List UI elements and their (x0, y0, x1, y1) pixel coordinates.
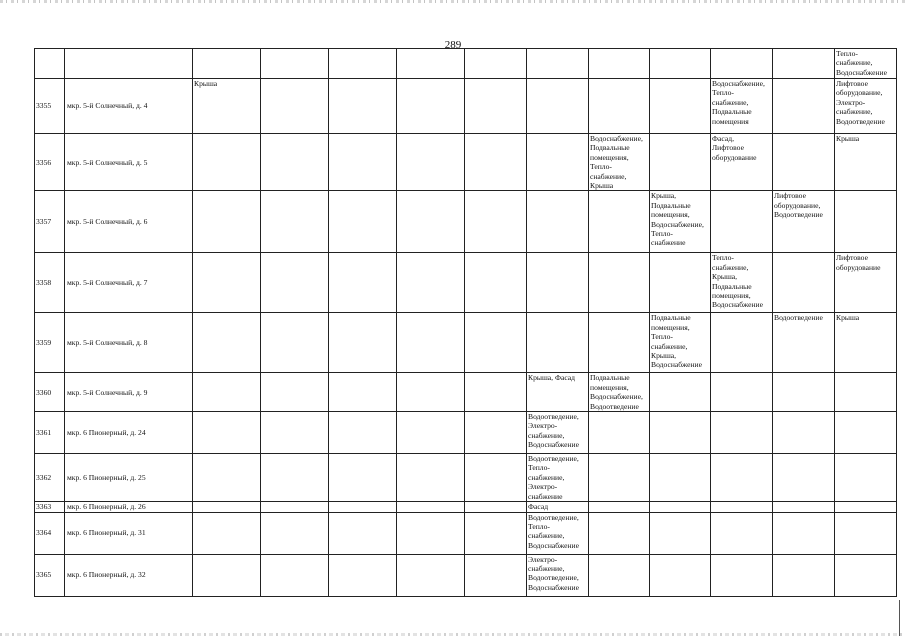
work-type-cell (465, 373, 527, 412)
row-number: 3355 (35, 79, 65, 134)
work-type-cell (193, 313, 261, 373)
work-type-cell (329, 49, 397, 79)
work-type-cell (193, 454, 261, 502)
work-type-cell (261, 373, 329, 412)
scan-artifact-top (0, 0, 905, 3)
work-type-cell: Тепло- снабжение, Водоснабжение (835, 49, 897, 79)
work-type-cell (711, 502, 773, 512)
work-type-cell (329, 454, 397, 502)
work-type-cell (835, 454, 897, 502)
work-type-cell (650, 412, 711, 454)
work-type-cell (329, 253, 397, 313)
work-type-cell (773, 412, 835, 454)
work-type-cell (465, 191, 527, 253)
work-type-cell (465, 512, 527, 554)
work-type-cell (329, 373, 397, 412)
work-type-cell (650, 373, 711, 412)
work-type-cell (773, 373, 835, 412)
work-type-cell (527, 191, 589, 253)
work-type-cell (835, 502, 897, 512)
work-type-cell: Крыша (835, 134, 897, 191)
row-number: 3359 (35, 313, 65, 373)
work-type-cell: Водоотведение, Тепло- снабжение, Электро- снабжение (527, 454, 589, 502)
work-type-cell (465, 253, 527, 313)
work-type-cell (261, 454, 329, 502)
row-number: 3365 (35, 554, 65, 596)
work-type-cell (835, 512, 897, 554)
work-type-cell (527, 253, 589, 313)
building-address: мкр. 5-й Солнечный, д. 6 (65, 191, 193, 253)
building-address: мкр. 5-й Солнечный, д. 9 (65, 373, 193, 412)
work-type-cell (329, 502, 397, 512)
work-type-cell: Водоснабжение, Тепло- снабжение, Подвальные помещения (711, 79, 773, 134)
building-address: мкр. 5-й Солнечный, д. 4 (65, 79, 193, 134)
work-type-cell (711, 373, 773, 412)
building-address: мкр. 6 Пионерный, д. 25 (65, 454, 193, 502)
row-number: 3356 (35, 134, 65, 191)
work-type-cell (711, 454, 773, 502)
work-type-cell: Лифтовое оборудование (835, 253, 897, 313)
row-number: 3358 (35, 253, 65, 313)
scan-edge-line (899, 600, 900, 636)
work-type-cell (261, 502, 329, 512)
work-type-cell: Крыша, Фасад (527, 373, 589, 412)
work-type-cell: Крыша, Подвальные помещения, Водоснабжение, Тепло- снабжение (650, 191, 711, 253)
work-type-cell: Фасад, Лифтовое оборудование (711, 134, 773, 191)
work-type-cell: Подвальные помещения, Водоснабжение, Водоотведение (589, 373, 650, 412)
work-type-cell (465, 502, 527, 512)
work-type-cell (527, 313, 589, 373)
work-type-cell (650, 554, 711, 596)
table-row (35, 512, 897, 554)
work-type-cell: Лифтовое оборудование, Электро- снабжение, Водоотведение (835, 79, 897, 134)
work-type-cell (465, 454, 527, 502)
work-type-cell (773, 79, 835, 134)
work-type-cell: Водоотведение, Электро- снабжение, Водоснабжение (527, 412, 589, 454)
work-type-cell (773, 512, 835, 554)
building-address: мкр. 5-й Солнечный, д. 7 (65, 253, 193, 313)
work-type-cell (589, 454, 650, 502)
work-type-cell (650, 134, 711, 191)
row-number: 3364 (35, 512, 65, 554)
work-type-cell (397, 79, 465, 134)
work-type-cell: Водоотведение (773, 313, 835, 373)
work-type-cell (589, 253, 650, 313)
work-type-cell (465, 313, 527, 373)
work-type-cell: Фасад (527, 502, 589, 512)
work-type-cell: Крыша (193, 79, 261, 134)
work-type-cell (589, 554, 650, 596)
work-type-cell (650, 512, 711, 554)
work-type-cell (193, 412, 261, 454)
work-type-cell (397, 49, 465, 79)
work-type-cell (650, 253, 711, 313)
building-address: мкр. 6 Пионерный, д. 26 (65, 502, 193, 512)
work-type-cell: Тепло- снабжение, Крыша, Подвальные помещения, Водоснабжение (711, 253, 773, 313)
work-type-cell (397, 502, 465, 512)
work-type-cell (465, 134, 527, 191)
work-type-cell (397, 373, 465, 412)
table-row (35, 49, 897, 79)
building-address: мкр. 6 Пионерный, д. 31 (65, 512, 193, 554)
row-number (35, 49, 65, 79)
row-number: 3357 (35, 191, 65, 253)
work-type-cell (589, 412, 650, 454)
work-type-cell (773, 49, 835, 79)
table-row (35, 253, 897, 313)
table-row (35, 554, 897, 596)
work-type-cell (711, 49, 773, 79)
work-type-cell (773, 502, 835, 512)
work-type-cell: Электро- снабжение, Водоотведение, Водоснабжение (527, 554, 589, 596)
building-address: мкр. 6 Пионерный, д. 24 (65, 412, 193, 454)
work-type-cell (465, 554, 527, 596)
work-type-cell: Подвальные помещения, Тепло- снабжение, Крыша, Водоснабжение (650, 313, 711, 373)
work-type-cell (397, 554, 465, 596)
work-type-cell (261, 253, 329, 313)
work-type-cell (193, 373, 261, 412)
work-type-cell (773, 134, 835, 191)
building-address: мкр. 6 Пионерный, д. 32 (65, 554, 193, 596)
work-type-cell (193, 512, 261, 554)
repair-schedule-table (34, 48, 897, 597)
work-type-cell (589, 502, 650, 512)
work-type-cell (329, 512, 397, 554)
row-number: 3363 (35, 502, 65, 512)
table-body (35, 49, 897, 597)
table-row (35, 373, 897, 412)
table-row (35, 454, 897, 502)
work-type-cell (711, 313, 773, 373)
work-type-cell: Водоотведение, Тепло- снабжение, Водоснабжение (527, 512, 589, 554)
work-type-cell (193, 253, 261, 313)
work-type-cell (650, 79, 711, 134)
work-type-cell (261, 191, 329, 253)
table-row (35, 79, 897, 134)
work-type-cell (193, 191, 261, 253)
work-type-cell (835, 373, 897, 412)
work-type-cell (650, 454, 711, 502)
building-address (65, 49, 193, 79)
work-type-cell (650, 49, 711, 79)
work-type-cell (773, 253, 835, 313)
work-type-cell (329, 191, 397, 253)
work-type-cell (589, 191, 650, 253)
scan-artifact-bottom (0, 633, 905, 636)
table-row (35, 313, 897, 373)
work-type-cell (261, 512, 329, 554)
work-type-cell (465, 49, 527, 79)
row-number: 3361 (35, 412, 65, 454)
row-number: 3362 (35, 454, 65, 502)
table-row (35, 412, 897, 454)
work-type-cell (397, 313, 465, 373)
work-type-cell (329, 313, 397, 373)
work-type-cell: Крыша (835, 313, 897, 373)
table-row (35, 134, 897, 191)
work-type-cell (527, 49, 589, 79)
work-type-cell (397, 191, 465, 253)
work-type-cell (193, 49, 261, 79)
building-address: мкр. 5-й Солнечный, д. 8 (65, 313, 193, 373)
work-type-cell (835, 412, 897, 454)
work-type-cell: Лифтовое оборудование, Водоотведение (773, 191, 835, 253)
work-type-cell (261, 134, 329, 191)
work-type-cell: Водоснабжение, Подвальные помещения, Тепло- снабжение, Крыша (589, 134, 650, 191)
work-type-cell (329, 134, 397, 191)
table-row (35, 502, 897, 512)
work-type-cell (397, 253, 465, 313)
work-type-cell (527, 79, 589, 134)
work-type-cell (589, 79, 650, 134)
work-type-cell (193, 554, 261, 596)
work-type-cell (711, 412, 773, 454)
work-type-cell (773, 454, 835, 502)
work-type-cell (527, 134, 589, 191)
work-type-cell (465, 412, 527, 454)
work-type-cell (711, 554, 773, 596)
work-type-cell (261, 313, 329, 373)
work-type-cell (773, 554, 835, 596)
work-type-cell (261, 412, 329, 454)
work-type-cell (397, 512, 465, 554)
work-type-cell (835, 554, 897, 596)
work-type-cell (711, 191, 773, 253)
work-type-cell (711, 512, 773, 554)
work-type-cell (329, 79, 397, 134)
work-type-cell (193, 502, 261, 512)
work-type-cell (650, 502, 711, 512)
work-type-cell (329, 554, 397, 596)
building-address: мкр. 5-й Солнечный, д. 5 (65, 134, 193, 191)
work-type-cell (261, 79, 329, 134)
work-type-cell (261, 49, 329, 79)
work-type-cell (329, 412, 397, 454)
row-number: 3360 (35, 373, 65, 412)
page-number: 289 (444, 39, 462, 51)
work-type-cell (261, 554, 329, 596)
work-type-cell (465, 79, 527, 134)
table-row (35, 191, 897, 253)
work-type-cell (397, 134, 465, 191)
work-type-cell (397, 454, 465, 502)
work-type-cell (589, 49, 650, 79)
work-type-cell (193, 134, 261, 191)
work-type-cell (397, 412, 465, 454)
work-type-cell (589, 512, 650, 554)
work-type-cell (589, 313, 650, 373)
work-type-cell (835, 191, 897, 253)
